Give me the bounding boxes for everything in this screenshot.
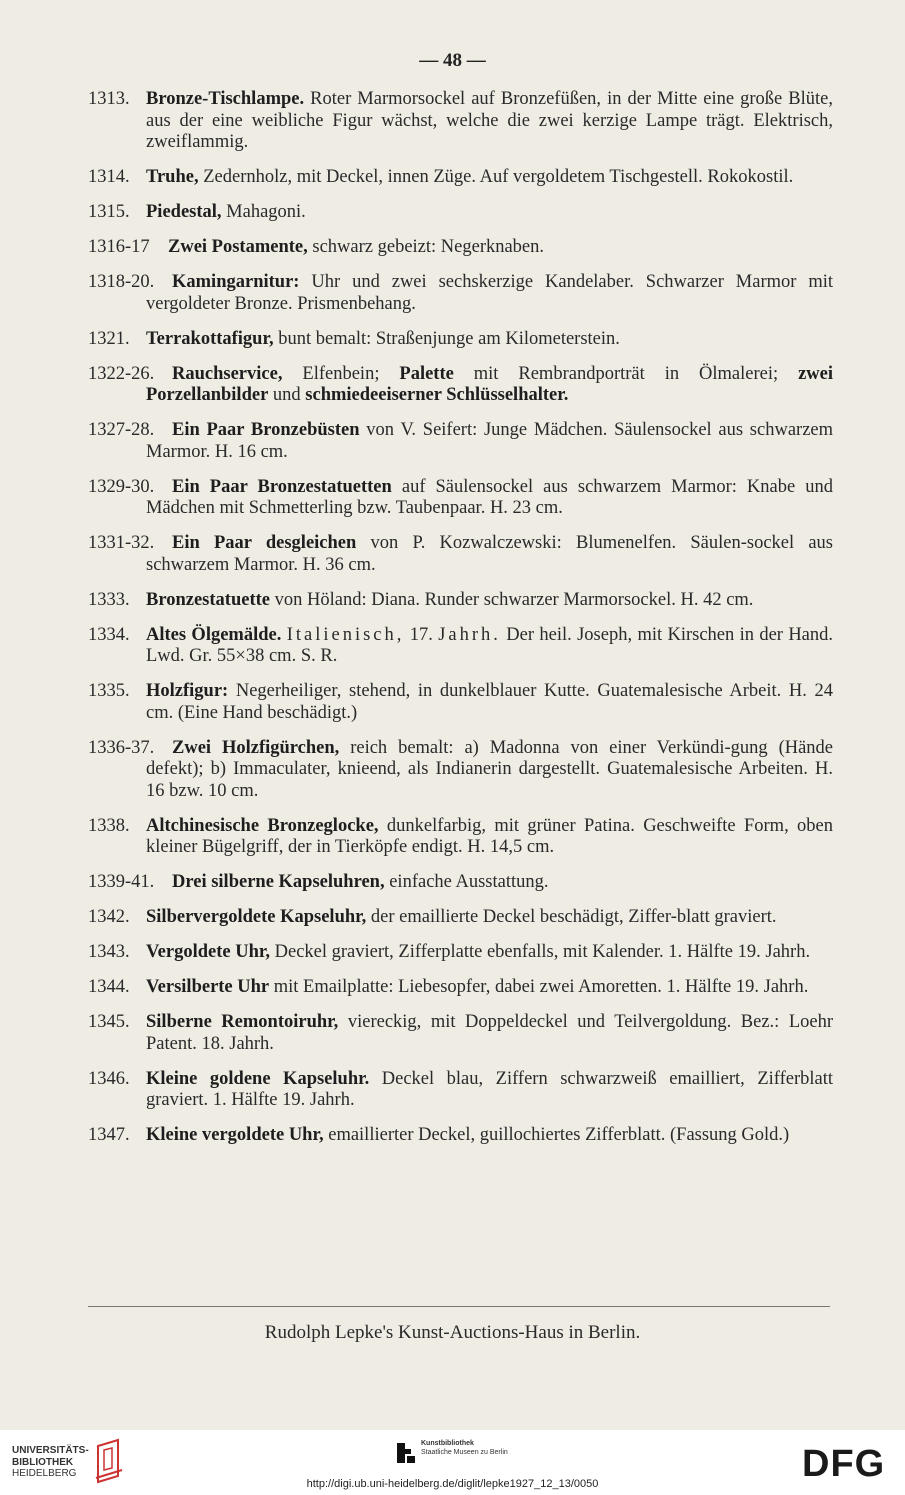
entry-title: Rauchservice,: [172, 363, 283, 384]
entry-text: reich bemalt: a) Madonna von einer Verkündi-gung (Hände defekt); b) Immaculater, knieend, als Indianerin dargestellt. Guatemalesische Arbeiten. H. 16 bzw. 10 cm.: [146, 737, 834, 801]
catalog-entry: [88, 364, 833, 407]
entry-number: 1331-32.: [88, 533, 155, 553]
entry-text: von P. Kozwalczewski: Blumenelfen. Säulen-sockel aus schwarzem Marmor. H. 36 cm.: [146, 533, 833, 575]
ub-line-1: UNIVERSITÄTS-: [12, 1445, 89, 1456]
entry-title: Altes Ölgemälde.: [146, 624, 282, 645]
entry-title: Holzfigur:: [146, 681, 229, 701]
catalog-entry: [88, 1069, 833, 1112]
kunstbibliothek-text[interactable]: [421, 1439, 508, 1457]
entry-number: 1344.: [88, 977, 130, 997]
entry-number: 1322-26.: [88, 363, 155, 384]
ub-line-2: BIBLIOTHEK: [12, 1456, 74, 1468]
catalog-entry: [88, 533, 833, 576]
catalog-entry: [88, 237, 833, 259]
entry-text: schwarz gebeizt: Negerknaben.: [312, 237, 545, 257]
entry-text: Deckel blau, Ziffern schwarzweiß emailliert, Zifferblatt graviert. 1. Hälfte 19. Jahrh.: [146, 1068, 833, 1110]
entry-text: Mahagoni.: [226, 202, 306, 222]
entry-text: Elfenbein;: [302, 363, 380, 384]
kb-line-2: Staatliche Museen zu Berlin: [421, 1449, 508, 1456]
catalog-entry: [88, 942, 833, 964]
source-url[interactable]: http://digi.ub.uni-heidelberg.de/diglit/lepke1927_12_13/0050: [306, 1478, 599, 1490]
entry-title: Versilberte Uhr: [146, 977, 270, 997]
entry-title: Ein Paar desgleichen: [172, 533, 357, 553]
entry-number: 1333.: [88, 589, 130, 610]
entry-text: dunkelfarbig, mit grüner Patina. Geschweifte Form, oben kleiner Bügelgriff, der in Tierköpfe endigt. H. 14,5 cm.: [146, 815, 833, 857]
entry-text: auf Säulensockel aus schwarzem Marmor: Knabe und Mädchen mit Schmetterling bzw. Taubenpaar. H. 23 cm.: [146, 476, 834, 518]
entry-title: Truhe,: [146, 167, 199, 187]
entry-text: bunt bemalt: Straßenjunge am Kilometerstein.: [278, 328, 620, 349]
entry-number: 1338.: [88, 815, 130, 836]
entry-number: 1327-28.: [88, 420, 155, 440]
entry-title-tertiary: zwei Porzellanbilder: [146, 363, 833, 405]
entry-title: Terrakottafigur,: [146, 328, 274, 349]
entry-title: Zwei Postamente,: [168, 237, 308, 257]
catalog-entry: [88, 272, 833, 315]
entry-text: viereckig, mit Doppeldeckel und Teilvergoldung. Bez.: Loehr Patent. 18. Jahrh.: [146, 1012, 834, 1054]
entry-text-spaced-secondary: Jahrh.: [438, 624, 501, 645]
entry-text: einfache Ausstattung.: [389, 872, 549, 892]
catalog-entries: [88, 89, 833, 1160]
entry-title: Bronze-Tischlampe.: [146, 89, 305, 109]
entry-title: Zwei Holzfigürchen,: [172, 737, 340, 758]
catalog-entry: [88, 477, 833, 520]
entry-number: 1347.: [88, 1125, 130, 1145]
kunstbibliothek-logo-icon: [395, 1440, 417, 1466]
entry-title: Silberne Remontoiruhr,: [146, 1012, 339, 1032]
entry-number: 1335.: [88, 681, 130, 701]
entry-text: von Höland: Diana. Runder schwarzer Marmorsockel. H. 42 cm.: [274, 589, 754, 610]
footer-divider: [88, 1306, 830, 1307]
publisher-footer: Rudolph Lepke's Kunst-Auctions-Haus in Berlin.: [264, 1322, 641, 1343]
entry-text-spaced: Italienisch,: [286, 624, 405, 645]
entry-text: von V. Seifert: Junge Mädchen. Säulensockel aus schwarzem Marmor. H. 16 cm.: [146, 420, 834, 462]
entry-text: Uhr und zwei sechskerzige Kandelaber. Schwarzer Marmor mit vergoldeter Bronze. Prismenbehang.: [146, 272, 833, 314]
entry-title: Kleine goldene Kapseluhr.: [146, 1068, 370, 1089]
entry-text: Zedernholz, mit Deckel, innen Züge. Auf vergoldetem Tischgestell. Rokokostil.: [203, 167, 794, 187]
entry-number: 1334.: [88, 624, 130, 645]
kb-line-1: Kunstbibliothek: [421, 1440, 474, 1447]
catalog-entry: [88, 590, 833, 612]
catalog-entry: [88, 1012, 833, 1055]
entry-text: 17.: [409, 624, 433, 645]
entry-text: Deckel graviert, Zifferplatte ebenfalls, mit Kalender. 1. Hälfte 19. Jahrh.: [274, 942, 811, 962]
catalog-entry: [88, 420, 833, 463]
entry-title: Kamingarnitur:: [172, 272, 300, 292]
entry-number: 1329-30.: [88, 476, 155, 497]
entry-title: Altchinesische Bronzeglocke,: [146, 815, 379, 836]
entry-title-quaternary: schmiedeeiserner Schlüsselhalter.: [305, 385, 569, 405]
dfg-logo[interactable]: DFG: [802, 1443, 886, 1485]
ub-line-3: HEIDELBERG: [12, 1468, 77, 1479]
catalog-entry: [88, 907, 833, 929]
entry-text-secondary: Der heil. Joseph, mit Kirschen in der Hand. Lwd. Gr. 55×38 cm. S. R.: [146, 624, 834, 666]
entry-number: 1318-20.: [88, 272, 155, 292]
entry-title: Piedestal,: [146, 202, 222, 222]
entry-title: Kleine vergoldete Uhr,: [146, 1125, 324, 1145]
entry-text-tertiary: und: [272, 385, 301, 405]
catalog-entry: [88, 167, 833, 189]
entry-number: 1313.: [88, 89, 130, 109]
entry-text: emaillierter Deckel, guillochiertes Zifferblatt. (Fassung Gold.): [328, 1125, 790, 1145]
entry-number: 1336-37.: [88, 737, 155, 758]
entry-number: 1314.: [88, 167, 130, 187]
entry-text: mit Emailplatte: Liebesopfer, dabei zwei Amoretten. 1. Hälfte 19. Jahrh.: [273, 977, 809, 997]
catalog-entry: [88, 681, 833, 724]
entry-text: Negerheiliger, stehend, in dunkelblauer Kutte. Guatemalesische Arbeit. H. 24 cm. (Eine Hand beschädigt.): [146, 681, 834, 723]
entry-number: 1321.: [88, 328, 130, 349]
entry-number: 1346.: [88, 1068, 130, 1089]
entry-title: Ein Paar Bronzestatuetten: [172, 476, 392, 497]
entry-text: Roter Marmorsockel auf Bronzefüßen, in der Mitte eine große Blüte, aus der eine weibliche Figur wächst, welche die zwei kerzige Lampe trägt. Elektrisch, zweiflammig.: [146, 89, 834, 152]
entry-text-secondary: mit Rembrandporträt in Ölmalerei;: [473, 363, 779, 384]
entry-title: Bronzestatuette: [146, 589, 270, 610]
catalog-entry: [88, 89, 833, 154]
catalog-entry: [88, 738, 833, 803]
entry-number: 1342.: [88, 907, 130, 927]
catalog-entry: [88, 1125, 833, 1147]
entry-title-secondary: Palette: [399, 363, 454, 384]
entry-number: 1345.: [88, 1012, 130, 1032]
entry-number: 1343.: [88, 942, 130, 962]
entry-title: Ein Paar Bronzebüsten: [172, 420, 360, 440]
entry-number: 1315.: [88, 202, 130, 222]
catalog-entry: [88, 872, 833, 894]
catalog-entry: [88, 329, 833, 351]
catalog-entry: [88, 977, 833, 999]
catalog-entry: [88, 202, 833, 224]
entry-title: Silbervergoldete Kapseluhr,: [146, 907, 367, 927]
entry-title: Vergoldete Uhr,: [146, 942, 271, 962]
page-number: — 48 —: [419, 50, 486, 71]
catalog-entry: [88, 816, 833, 859]
entry-number: 1339-41.: [88, 872, 155, 892]
catalog-entry: [88, 625, 833, 668]
entry-number: 1316-17: [88, 237, 150, 257]
entry-title: Drei silberne Kapseluhren,: [172, 872, 385, 892]
university-library-logo[interactable]: [12, 1445, 89, 1480]
entry-text: der emaillierte Deckel beschädigt, Ziffer-blatt graviert.: [370, 907, 777, 927]
